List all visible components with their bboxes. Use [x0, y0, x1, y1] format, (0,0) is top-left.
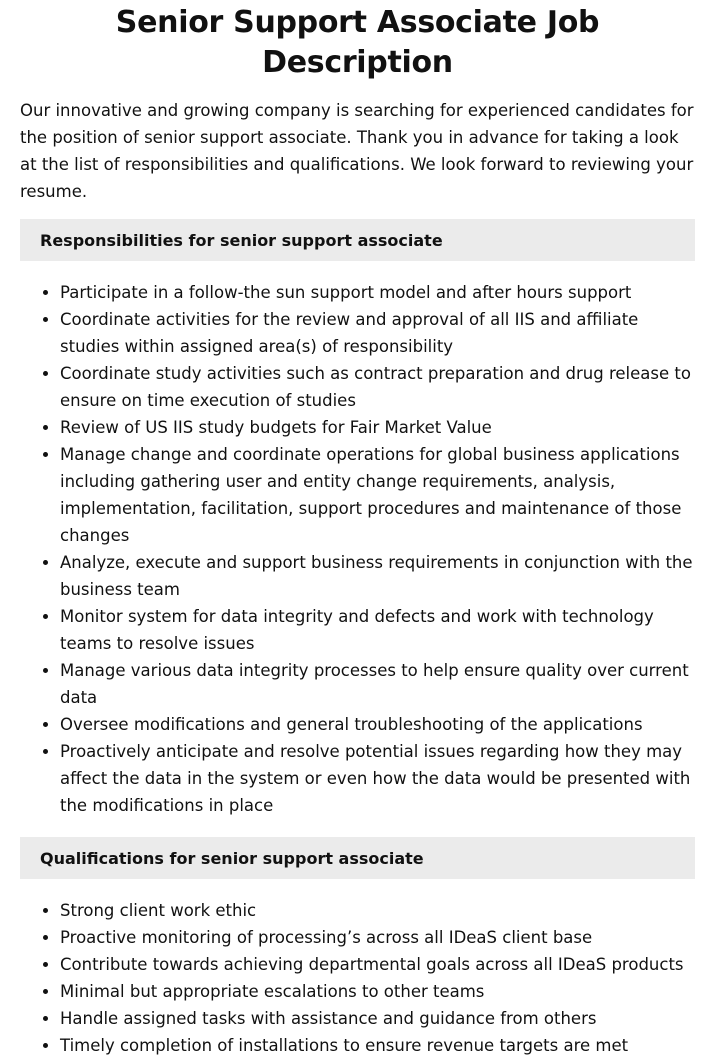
list-item: • Timely completion of installations to ensure revenue targets are met [60, 1032, 695, 1059]
list-item: • Proactively anticipate and resolve potential issues regarding how they may affect the data in the system or even how the data would be presented with the modifications in place [60, 738, 695, 819]
list-item: • Review of US IIS study budgets for Fair Market Value [60, 414, 695, 441]
list-item: • Coordinate activities for the review and approval of all IIS and affiliate studies within assigned area(s) of responsibility [60, 306, 695, 360]
list-item: • Manage change and coordinate operations for global business applications including gathering user and entity change requirements, analysis, implementation, facilitation, support procedures and maintenance of those changes [60, 441, 695, 549]
list-item: • Coordinate study activities such as contract preparation and drug release to ensure on time execution of studies [60, 360, 695, 414]
responsibilities-heading: Responsibilities for senior support associate [20, 219, 695, 261]
page-title: Senior Support Associate Job Description [115, 5, 600, 80]
list-item: • Analyze, execute and support business requirements in conjunction with the business team [60, 549, 695, 603]
list-item: • Strong client work ethic [60, 897, 695, 924]
list-item: • Contribute towards achieving departmental goals across all IDeaS products [60, 951, 695, 978]
list-item: • Manage various data integrity processes to help ensure quality over current data [60, 657, 695, 711]
list-item: • Oversee modifications and general troubleshooting of the applications [60, 711, 695, 738]
qualifications-heading: Qualifications for senior support associate [20, 837, 695, 879]
intro-paragraph: Our innovative and growing company is searching for experienced candidates for the position of senior support associate. Thank you in advance for taking a look at the list of responsibilities and qualifications. We look forward to reviewing your resume. [20, 101, 694, 201]
responsibilities-list [20, 279, 695, 819]
list-item: • Handle assigned tasks with assistance and guidance from others [60, 1005, 695, 1032]
qualifications-list [20, 897, 695, 1059]
list-item: • Proactive monitoring of processing’s across all IDeaS client base [60, 924, 695, 951]
list-item: • Minimal but appropriate escalations to other teams [60, 978, 695, 1005]
list-item: • Monitor system for data integrity and defects and work with technology teams to resolve issues [60, 603, 695, 657]
list-item: • Participate in a follow-the sun support model and after hours support [60, 279, 695, 306]
